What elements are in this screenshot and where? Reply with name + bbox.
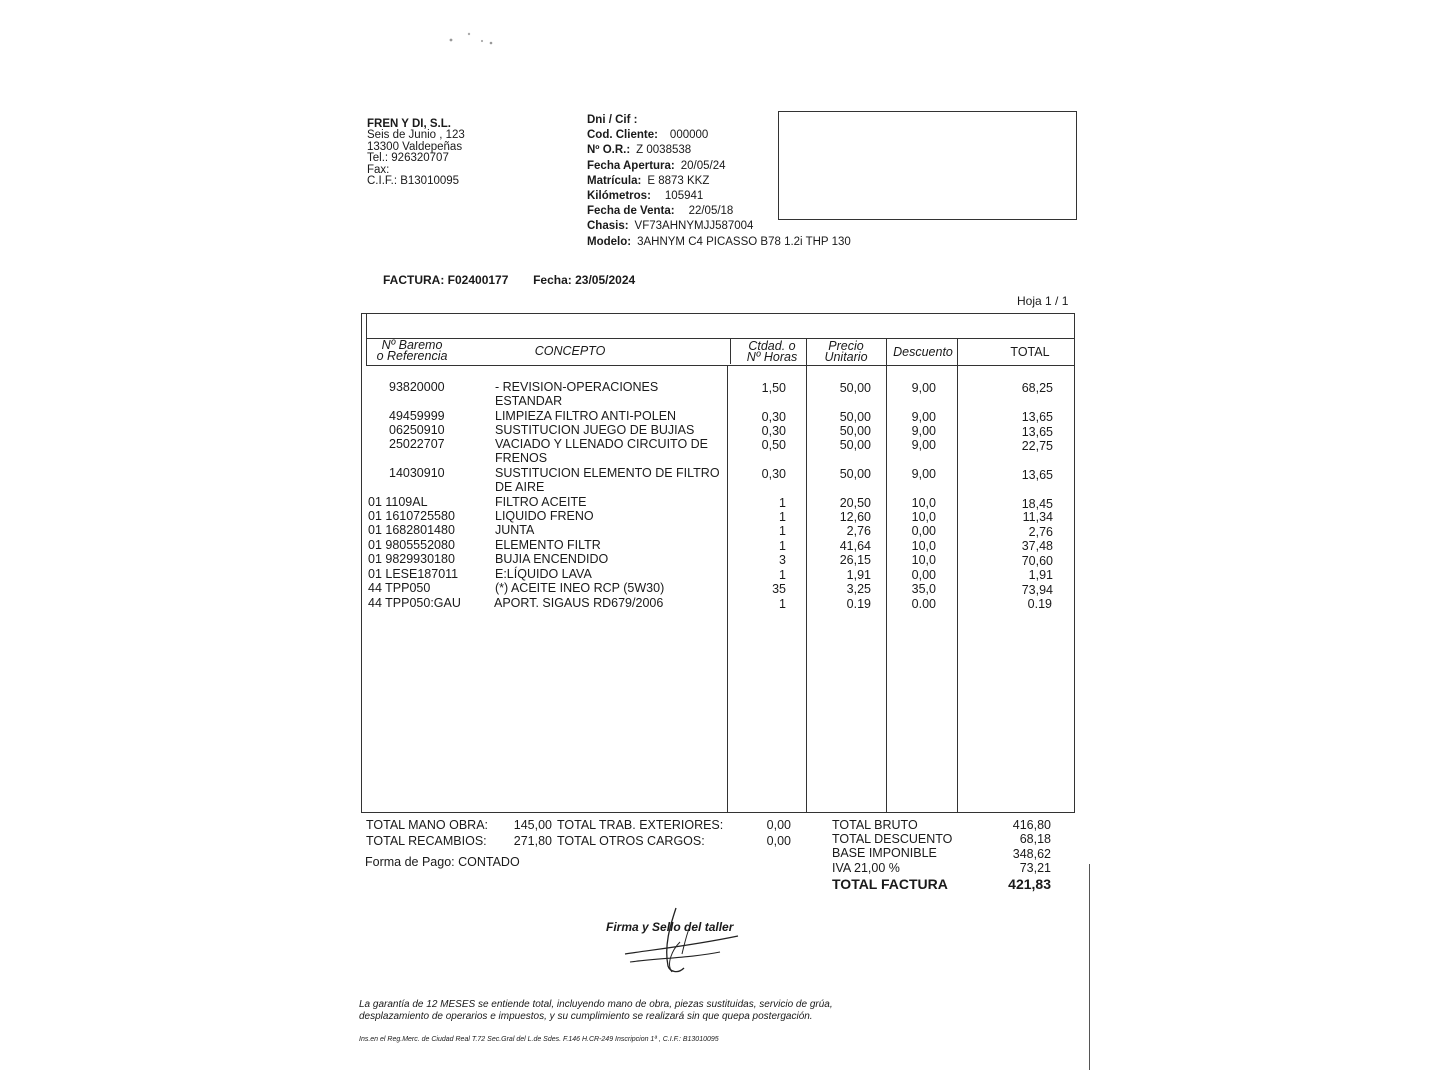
labour-label: TOTAL MANO OBRA: [366,818,489,832]
row-5-ref: 01 1109AL [368,495,428,509]
row-1-price: 50,00 [839,410,871,424]
row-9-total: 70,60 [1021,554,1053,568]
company-fax: Fax: [367,163,390,176]
invoice-number: F02400177 [447,273,509,287]
table-inner-left-top [366,313,367,338]
row-8-qty: 1 [779,539,786,553]
grand-total-value: 421,83 [1008,876,1051,892]
row-10-concept: E:LÍQUIDO LAVA [495,567,592,581]
row-4-concept: SUSTITUCION ELEMENTO DE FILTRO [495,466,720,480]
company-phone: Tel.: 926320707 [367,152,449,165]
labour-value: 145,00 [513,818,552,832]
dni-label: Dni / Cif : [587,114,638,126]
parts-label: TOTAL RECAMBIOS: [366,834,487,848]
col-header-ref [372,340,452,362]
col-header-ref-1: Nº Baremo [381,338,443,352]
row-6-qty: 1 [779,510,786,524]
col-header-qty-2: Nº Horas [746,350,798,364]
col-sep-qty [727,365,728,812]
row-8-concept: ELEMENTO FILTR [495,538,601,552]
chassis-label: Chasis: [587,220,629,233]
guarantee-text [359,999,833,1022]
row-11-total: 73,94 [1021,583,1053,597]
row-3-ref: 25022707 [389,437,445,451]
col-sep-price [806,338,807,812]
payment-method: Forma de Pago: CONTADO [365,855,520,869]
plate: E 8873 KKZ [647,174,710,187]
row-5-qty: 1 [779,496,786,510]
row-12-qty: 1 [779,597,786,611]
col-header-price-1: Precio [828,339,864,353]
model: 3AHNYM C4 PICASSO B78 1.2i THP 130 [637,235,851,248]
other-value: 0,00 [766,834,791,848]
row-10-qty: 1 [779,568,786,582]
row-8-price: 41,64 [839,539,871,553]
row-1-qty: 0,30 [761,410,786,424]
row-5-disc: 10,0 [911,496,936,510]
row-0-disc: 9,00 [911,381,936,395]
row-6-total: 11,34 [1022,510,1053,524]
row-10-total: 1,91 [1028,568,1053,582]
row-0-price: 50,00 [839,381,871,395]
row-5-total: 18,45 [1021,497,1053,511]
row-4-ref: 14030910 [389,466,445,480]
client-address-box [778,111,1077,220]
grand-total-label: TOTAL FACTURA [832,876,948,892]
row-10-ref: 01 LESE187011 [368,567,459,581]
col-header-discount: Descuento [893,345,953,359]
row-1-concept: LIMPIEZA FILTRO ANTI-POLEN [495,409,677,423]
invoice-number-label: FACTURA: [383,273,445,287]
row-5-concept: FILTRO ACEITE [495,495,587,509]
chassis: VF73AHNYMJJ587004 [634,220,754,233]
row-11-concept: (*) ACEITE INEO RCP (5W30) [495,581,665,595]
row-12-concept: APORT. SIGAUS RD679/2006 [494,596,664,610]
base-label: BASE IMPONIBLE [832,846,937,860]
row-9-concept: BUJIA ENCENDIDO [495,552,609,566]
row-0-concept: - REVISION-OPERACIONES [495,380,659,394]
table-header-bottom-line [366,365,1075,366]
row-8-disc: 10,0 [911,539,936,553]
row-3-concept2: FRENOS [495,451,548,465]
parts-value: 271,80 [513,834,552,848]
row-12-disc: 0.00 [911,597,936,611]
row-2-disc: 9,00 [911,424,936,438]
row-3-qty: 0,50 [761,438,786,452]
row-2-price: 50,00 [839,424,871,438]
row-1-ref: 49459999 [389,409,445,423]
or-label: Nº O.R.: [587,144,631,157]
invoice-date: 23/05/2024 [575,273,636,287]
invoice-header [383,273,635,287]
gross-label: TOTAL BRUTO [832,818,918,832]
row-3-price: 50,00 [839,438,871,452]
row-11-ref: 44 TPP050 [368,581,431,595]
open-date: 20/05/24 [680,159,726,172]
sheet-number: Hoja 1 / 1 [1017,294,1069,308]
col-sep-total [957,338,958,812]
signature-mark [620,906,750,978]
col-sep-header-qty [730,338,731,364]
client-code: 000000 [669,129,709,142]
row-8-total: 37,48 [1021,539,1053,553]
discount-label: TOTAL DESCUENTO [832,832,953,846]
row-2-total: 13,65 [1021,425,1053,439]
chassis-row [587,219,851,234]
row-11-disc: 35,0 [911,582,936,596]
row-4-concept2: DE AIRE [495,480,545,494]
col-header-qty [734,341,810,363]
row-7-total: 2,76 [1028,525,1053,539]
row-10-disc: 0,00 [911,568,936,582]
row-3-total: 22,75 [1021,439,1053,453]
col-header-concept: CONCEPTO [534,344,606,358]
km: 105941 [664,190,704,203]
company-info [367,119,465,187]
row-2-concept: SUSTITUCION JUEGO DE BUJIAS [495,423,695,437]
row-4-qty: 0,30 [761,467,786,481]
row-8-ref: 01 9805552080 [368,538,455,552]
row-12-price: 0.19 [846,597,871,611]
row-4-price: 50,00 [839,467,871,481]
row-9-qty: 3 [779,553,786,567]
row-11-qty: 35 [772,582,786,596]
row-0-total: 68,25 [1021,381,1053,395]
scan-smudge [446,28,502,54]
plate-label: Matrícula: [587,174,642,187]
row-2-qty: 0,30 [761,424,786,438]
company-city: 13300 Valdepeñas [367,140,463,153]
col-header-total: TOTAL [1010,345,1050,359]
col-header-ref-2: o Referencia [376,349,448,363]
open-date-label: Fecha Apertura: [587,159,675,172]
row-12-total: 0.19 [1027,597,1052,611]
table-header-top-line [366,338,1075,339]
km-label: Kilómetros: [587,190,651,203]
row-11-price: 3,25 [846,582,871,596]
vat-value: 73,21 [1019,861,1051,875]
ext-value: 0,00 [766,818,791,832]
col-header-price [808,341,884,363]
gross-value: 416,80 [1012,818,1051,832]
row-7-qty: 1 [779,524,786,538]
row-9-disc: 10,0 [911,553,936,567]
ext-label: TOTAL TRAB. EXTERIORES: [557,818,724,832]
row-5-price: 20,50 [839,496,871,510]
col-header-price-2: Unitario [824,350,868,364]
row-6-ref: 01 1610725580 [368,509,455,523]
row-3-concept: VACIADO Y LLENADO CIRCUITO DE [495,437,709,451]
sale-date-label: Fecha de Venta: [587,205,675,218]
row-7-disc: 0,00 [911,524,936,538]
company-street: Seis de Junio , 123 [367,129,465,142]
discount-value: 68,18 [1019,832,1051,846]
col-header-qty-1: Ctdad. o [748,339,796,353]
model-row [587,235,851,250]
row-6-concept: LIQUIDO FRENO [495,509,594,523]
other-label: TOTAL OTROS CARGOS: [557,834,705,848]
row-7-ref: 01 1682801480 [368,523,455,537]
row-4-disc: 9,00 [911,467,936,481]
registry-text: Ins.en el Reg.Merc. de Ciudad Real T.72 Sec.Gral del L.de Sdes. F.146 H.CR-249 Inscripcion 1ª , C.I.F.: B13010095 [359,1036,719,1043]
row-1-total: 13,65 [1021,410,1053,424]
row-9-price: 26,15 [839,553,871,567]
row-2-ref: 06250910 [389,423,445,437]
company-name: FREN Y DI, S.L. [367,118,451,130]
or-number: Z 0038538 [636,144,692,157]
row-0-ref: 93820000 [389,380,445,394]
page-edge-line [1089,864,1090,1070]
row-7-price: 2,76 [846,524,871,538]
client-code-label: Cod. Cliente: [587,129,658,142]
row-6-price: 12,60 [839,510,871,524]
signature-label: Firma y Sello del taller [606,920,734,934]
model-label: Modelo: [587,235,632,248]
row-10-price: 1,91 [846,568,871,582]
table-inner-left-header [366,338,367,365]
row-9-ref: 01 9829930180 [368,552,455,566]
sale-date: 22/05/18 [688,205,734,218]
row-7-concept: JUNTA [495,523,535,537]
row-12-ref: 44 TPP050:GAU [368,596,461,610]
col-sep-discount [886,338,887,812]
row-0-concept2: ESTANDAR [495,394,563,408]
invoice-date-label: Fecha: [533,273,572,287]
guarantee-line-2: desplazamiento de operarios e impuestos, y su cumplimiento se realizará sin que quepa postergación. [359,1010,813,1022]
row-3-disc: 9,00 [911,438,936,452]
company-cif: C.I.F.: B13010095 [367,175,460,188]
base-value: 348,62 [1012,847,1051,861]
row-0-qty: 1,50 [761,381,786,395]
guarantee-line-1: La garantía de 12 MESES se entiende total, incluyendo mano de obra, piezas sustituidas, servicio de grúa, [359,999,833,1010]
row-4-total: 13,65 [1021,468,1053,482]
row-6-disc: 10,0 [911,510,936,524]
row-1-disc: 9,00 [911,410,936,424]
vat-label: IVA 21,00 % [832,861,900,875]
